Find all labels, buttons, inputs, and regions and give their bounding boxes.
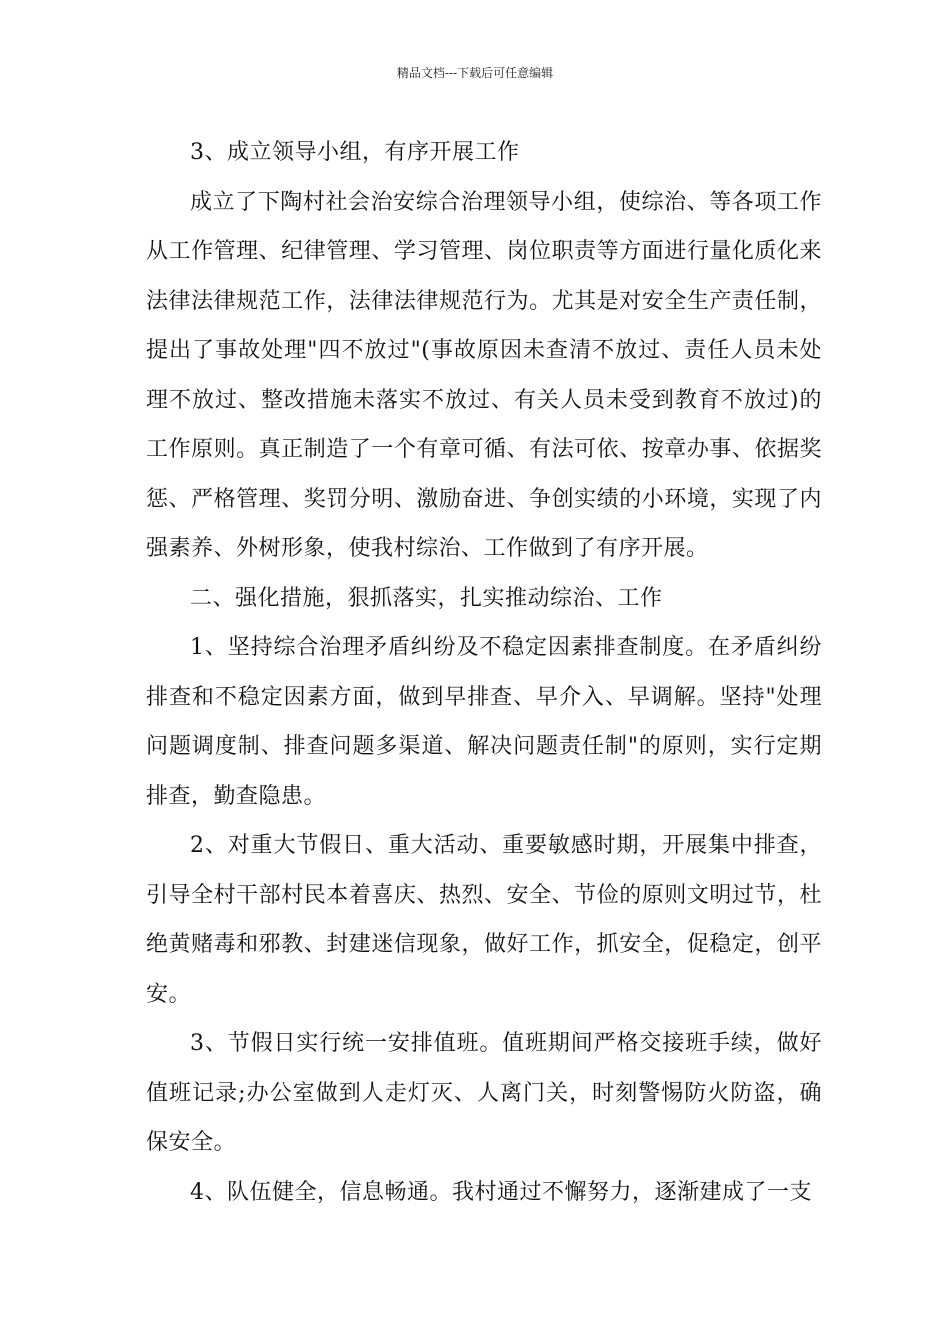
section-heading-two: 二、强化措施，狠抓落实，扎实推动综治、工作 xyxy=(190,585,663,611)
document-body xyxy=(146,128,822,1217)
paragraph-leadership-group: 成立了下陶村社会治安综合治理领导小组，使综治、等各项工作从工作管理、纪律管理、学习管理、岗位职责等方面进行量化质化来法律法律规范工作，法律法律规范行为。尤其是对安全生产责任制，提出了事故处理"四不放过"(事故原因未查清不放过、责任人员未处理不放过、整改措施未落实不放过、有关人员未受到教育不放过)的工作原则。真正制造了一个有章可循、有法可依、按章办事、依据奖惩、严格管理、奖罚分明、激励奋进、争创实绩的小环境，实现了内强素养、外树形象，使我村综治、工作做到了有序开展。 xyxy=(146,189,822,561)
paragraph-item-2: 2、对重大节假日、重大活动、重要敏感时期，开展集中排查，引导全村干部村民本着喜庆、热烈、安全、节俭的原则文明过节，杜绝黄赌毒和邪教、封建迷信现象，做好工作，抓安全，促稳定，创平安。 xyxy=(146,833,822,1007)
section-heading-3: 3、成立领导小组，有序开展工作 xyxy=(190,140,520,165)
paragraph-item-1: 1、坚持综合治理矛盾纠纷及不稳定因素排查制度。在矛盾纠纷排查和不稳定因素方面，做到早排查、早介入、早调解。坚持"处理问题调度制、排查问题多渠道、解决问题责任制"的原则，实行定期排查，勤查隐患。 xyxy=(146,635,822,809)
page-header: 精品文档---下载后可任意编辑 xyxy=(396,66,554,80)
paragraph-item-3: 3、节假日实行统一安排值班。值班期间严格交接班手续，做好值班记录;办公室做到人走灯灭、人离门关，时刻警惕防火防盗，确保安全。 xyxy=(146,1031,822,1155)
paragraph-item-4: 4、队伍健全，信息畅通。我村通过不懈努力，逐渐建成了一支 xyxy=(190,1179,812,1205)
